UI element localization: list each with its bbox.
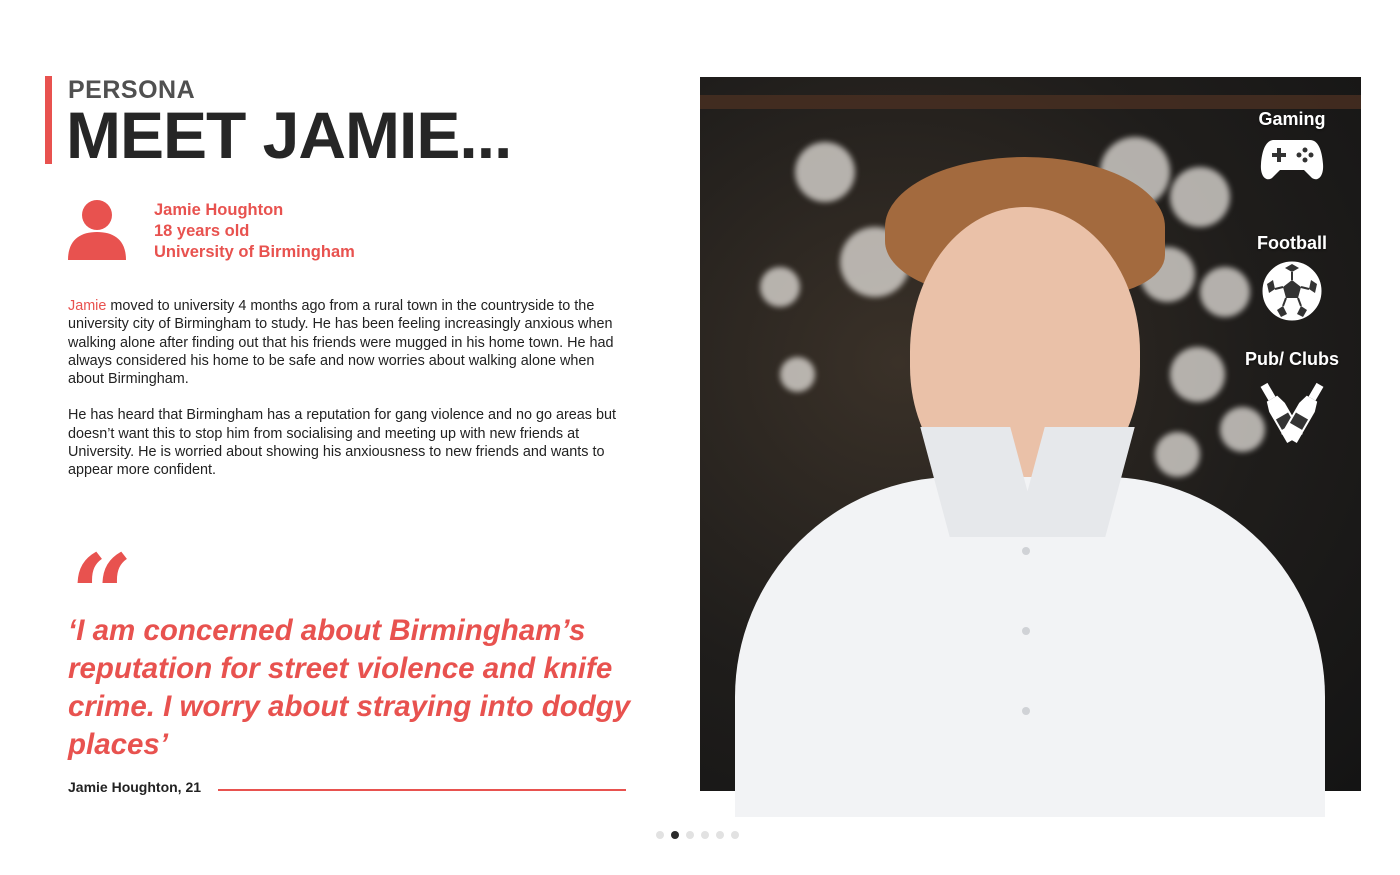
photo-bokeh <box>795 142 855 202</box>
soccer-ball-icon <box>1261 260 1323 322</box>
persona-quote: ‘I am concerned about Birmingham’s reputation for street violence and knife crime. I worry about straying into dodgy places’ <box>68 614 631 761</box>
pagination-dot-3[interactable] <box>686 831 694 839</box>
photo-bokeh <box>1155 432 1200 477</box>
photo-shelf <box>700 95 1361 109</box>
profile-name: Jamie Houghton <box>154 201 284 219</box>
photo-bokeh <box>760 267 800 307</box>
quote-attribution: Jamie Houghton, 21 <box>68 779 202 795</box>
persona-bio <box>68 297 633 498</box>
carousel-pagination <box>656 831 739 839</box>
bio-highlight-name: Jamie <box>68 298 107 314</box>
profile-university: University of Birmingham <box>154 243 355 261</box>
quote-mark-icon: “ <box>70 530 134 659</box>
page-title: MEET JAMIE... <box>66 98 512 172</box>
pagination-dot-4[interactable] <box>701 831 709 839</box>
profile-age: 18 years old <box>154 222 250 240</box>
hobby-label: Football <box>1257 233 1327 253</box>
bio-paragraph-1 <box>68 297 633 388</box>
beer-bottles-icon <box>1260 376 1324 448</box>
profile-info <box>154 200 355 263</box>
user-icon <box>66 200 128 260</box>
shirt-button <box>1022 547 1030 555</box>
hobby-gaming <box>1237 109 1347 182</box>
photo-bokeh <box>780 357 815 392</box>
shirt-button <box>1022 707 1030 715</box>
pagination-dot-5[interactable] <box>716 831 724 839</box>
shirt-button <box>1022 627 1030 635</box>
photo-bokeh <box>1170 347 1225 402</box>
bio-paragraph-2: He has heard that Birmingham has a reputation for gang violence and no go areas but doesn’t want this to stop him from socialising and meeting up with new friends at University. He is worried about showing his anxiousness to new friends and wants to appear more confident. <box>68 407 616 479</box>
section-eyebrow: PERSONA <box>68 76 196 104</box>
hobby-label: Gaming <box>1258 109 1326 129</box>
pagination-dot-6[interactable] <box>731 831 739 839</box>
gamepad-icon <box>1260 136 1324 182</box>
hobby-pub-clubs <box>1237 349 1347 448</box>
attribution-divider <box>218 789 626 791</box>
persona-photo <box>700 77 1361 791</box>
accent-bar <box>45 76 52 164</box>
hobby-label: Pub/ Clubs <box>1245 349 1339 369</box>
pagination-dot-2[interactable] <box>671 831 679 839</box>
photo-bokeh <box>1170 167 1230 227</box>
hobby-football <box>1237 233 1347 322</box>
bio-paragraph-1-text: moved to university 4 months ago from a rural town in the countryside to the university city of Birmingham to study. He has been feeling increasingly anxious when walking alone after finding out that his friends were mugged in his home town. He had always considered his home to be safe and now worries about walking alone when about Birmingham. <box>68 298 614 388</box>
pagination-dot-1[interactable] <box>656 831 664 839</box>
